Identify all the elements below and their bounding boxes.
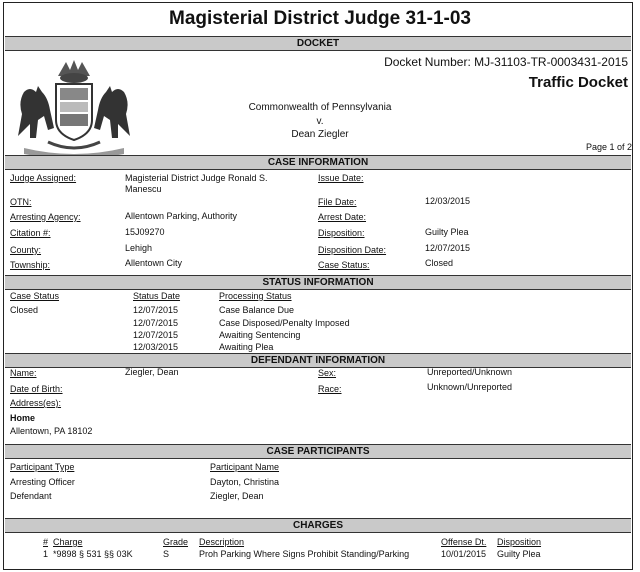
charge-row-description: Proh Parking Where Signs Prohibit Standing/Parking [199, 549, 410, 559]
citation-label: Citation #: [10, 228, 51, 238]
status-row-processing: Awaiting Plea [219, 342, 274, 352]
defendant-name-label: Name: [10, 368, 37, 378]
county-value: Lehigh [125, 243, 153, 253]
status-row-processing: Case Disposed/Penalty Imposed [219, 318, 350, 328]
defendant-information-heading: DEFENDANT INFORMATION [5, 353, 631, 368]
caption-defendant: Dean Ziegler [291, 129, 349, 140]
charge-col-description: Description [199, 537, 245, 547]
charge-col-grade: Grade [163, 537, 189, 547]
court-title: Magisterial District Judge 31-1-03 [169, 8, 471, 29]
participant-col-type: Participant Type [10, 462, 75, 472]
status-col-status-date: Status Date [133, 291, 181, 301]
defendant-name-value: Ziegler, Dean [125, 367, 179, 377]
participant-row-type: Arresting Officer [10, 477, 75, 487]
docket-bar: DOCKET [5, 36, 631, 51]
sex-value: Unreported/Unknown [427, 367, 513, 377]
status-information-heading: STATUS INFORMATION [5, 275, 631, 290]
case-status-label: Case Status: [318, 260, 370, 270]
docket-type: Traffic Docket [528, 74, 628, 91]
issue-date-label: Issue Date: [318, 173, 364, 183]
arrest-date-label: Arrest Date: [318, 212, 367, 222]
file-date-value: 12/03/2015 [425, 196, 471, 206]
charges-heading: CHARGES [5, 518, 631, 533]
page-number: Page 1 of 2 [585, 142, 632, 152]
arresting-agency-label: Arresting Agency: [10, 212, 81, 222]
sex-label: Sex: [318, 368, 337, 378]
status-col-case-status: Case Status [10, 291, 60, 301]
race-value: Unknown/Unreported [427, 382, 513, 392]
judge-value-1: Magisterial District Judge Ronald S. [125, 173, 268, 183]
charge-col-disposition: Disposition [497, 537, 542, 547]
township-value: Allentown City [125, 258, 183, 268]
disposition-value: Guilty Plea [425, 227, 469, 237]
address-type: Home [10, 413, 36, 423]
status-row-date: 12/07/2015 [133, 330, 179, 340]
charge-row-num: 1 [43, 549, 49, 559]
race-label: Race: [318, 384, 342, 394]
address-line: Allentown, PA 18102 [10, 426, 93, 436]
otn-label: OTN: [10, 197, 32, 207]
status-row-date: 12/07/2015 [133, 318, 179, 328]
status-row-date: 12/07/2015 [133, 305, 179, 315]
charge-row-code: *9898 § 531 §§ 03K [53, 549, 133, 559]
arresting-agency-value: Allentown Parking, Authority [125, 211, 238, 221]
judge-value-2: Manescu [125, 184, 162, 194]
status-row-date: 12/03/2015 [133, 342, 179, 352]
dob-label: Date of Birth: [10, 384, 63, 394]
file-date-label: File Date: [318, 197, 357, 207]
disposition-label: Disposition: [318, 228, 365, 238]
docket-number: Docket Number: MJ-31103-TR-0003431-2015 [384, 55, 628, 69]
disposition-date-value: 12/07/2015 [425, 243, 471, 253]
charge-row-grade: S [163, 549, 170, 559]
county-label: County: [10, 245, 42, 255]
charge-row-offense-date: 10/01/2015 [441, 549, 487, 559]
case-information-heading: CASE INFORMATION [5, 155, 631, 170]
participant-col-name: Participant Name [210, 462, 280, 472]
status-col-processing: Processing Status [219, 291, 292, 301]
charge-col-num: # [43, 537, 49, 547]
caption-commonwealth: Commonwealth of Pennsylvania [248, 102, 392, 113]
citation-value: 15J09270 [125, 227, 165, 237]
case-participants-heading: CASE PARTICIPANTS [5, 444, 631, 459]
participant-row-name: Ziegler, Dean [210, 491, 264, 501]
status-row-processing: Awaiting Sentencing [219, 330, 301, 340]
case-status-value: Closed [425, 258, 454, 268]
charge-col-charge: Charge [53, 537, 83, 547]
charge-row-disposition: Guilty Plea [497, 549, 541, 559]
address-label: Address(es): [10, 398, 62, 408]
participant-row-type: Defendant [10, 491, 52, 501]
participant-row-name: Dayton, Christina [210, 477, 280, 487]
disposition-date-label: Disposition Date: [318, 245, 387, 255]
charge-col-offense-date: Offense Dt. [441, 537, 487, 547]
status-row-processing: Case Balance Due [219, 305, 295, 315]
judge-label: Judge Assigned: [10, 173, 77, 183]
township-label: Township: [10, 260, 51, 270]
status-case-status-value: Closed [10, 305, 39, 315]
caption-versus: v. [316, 116, 324, 127]
